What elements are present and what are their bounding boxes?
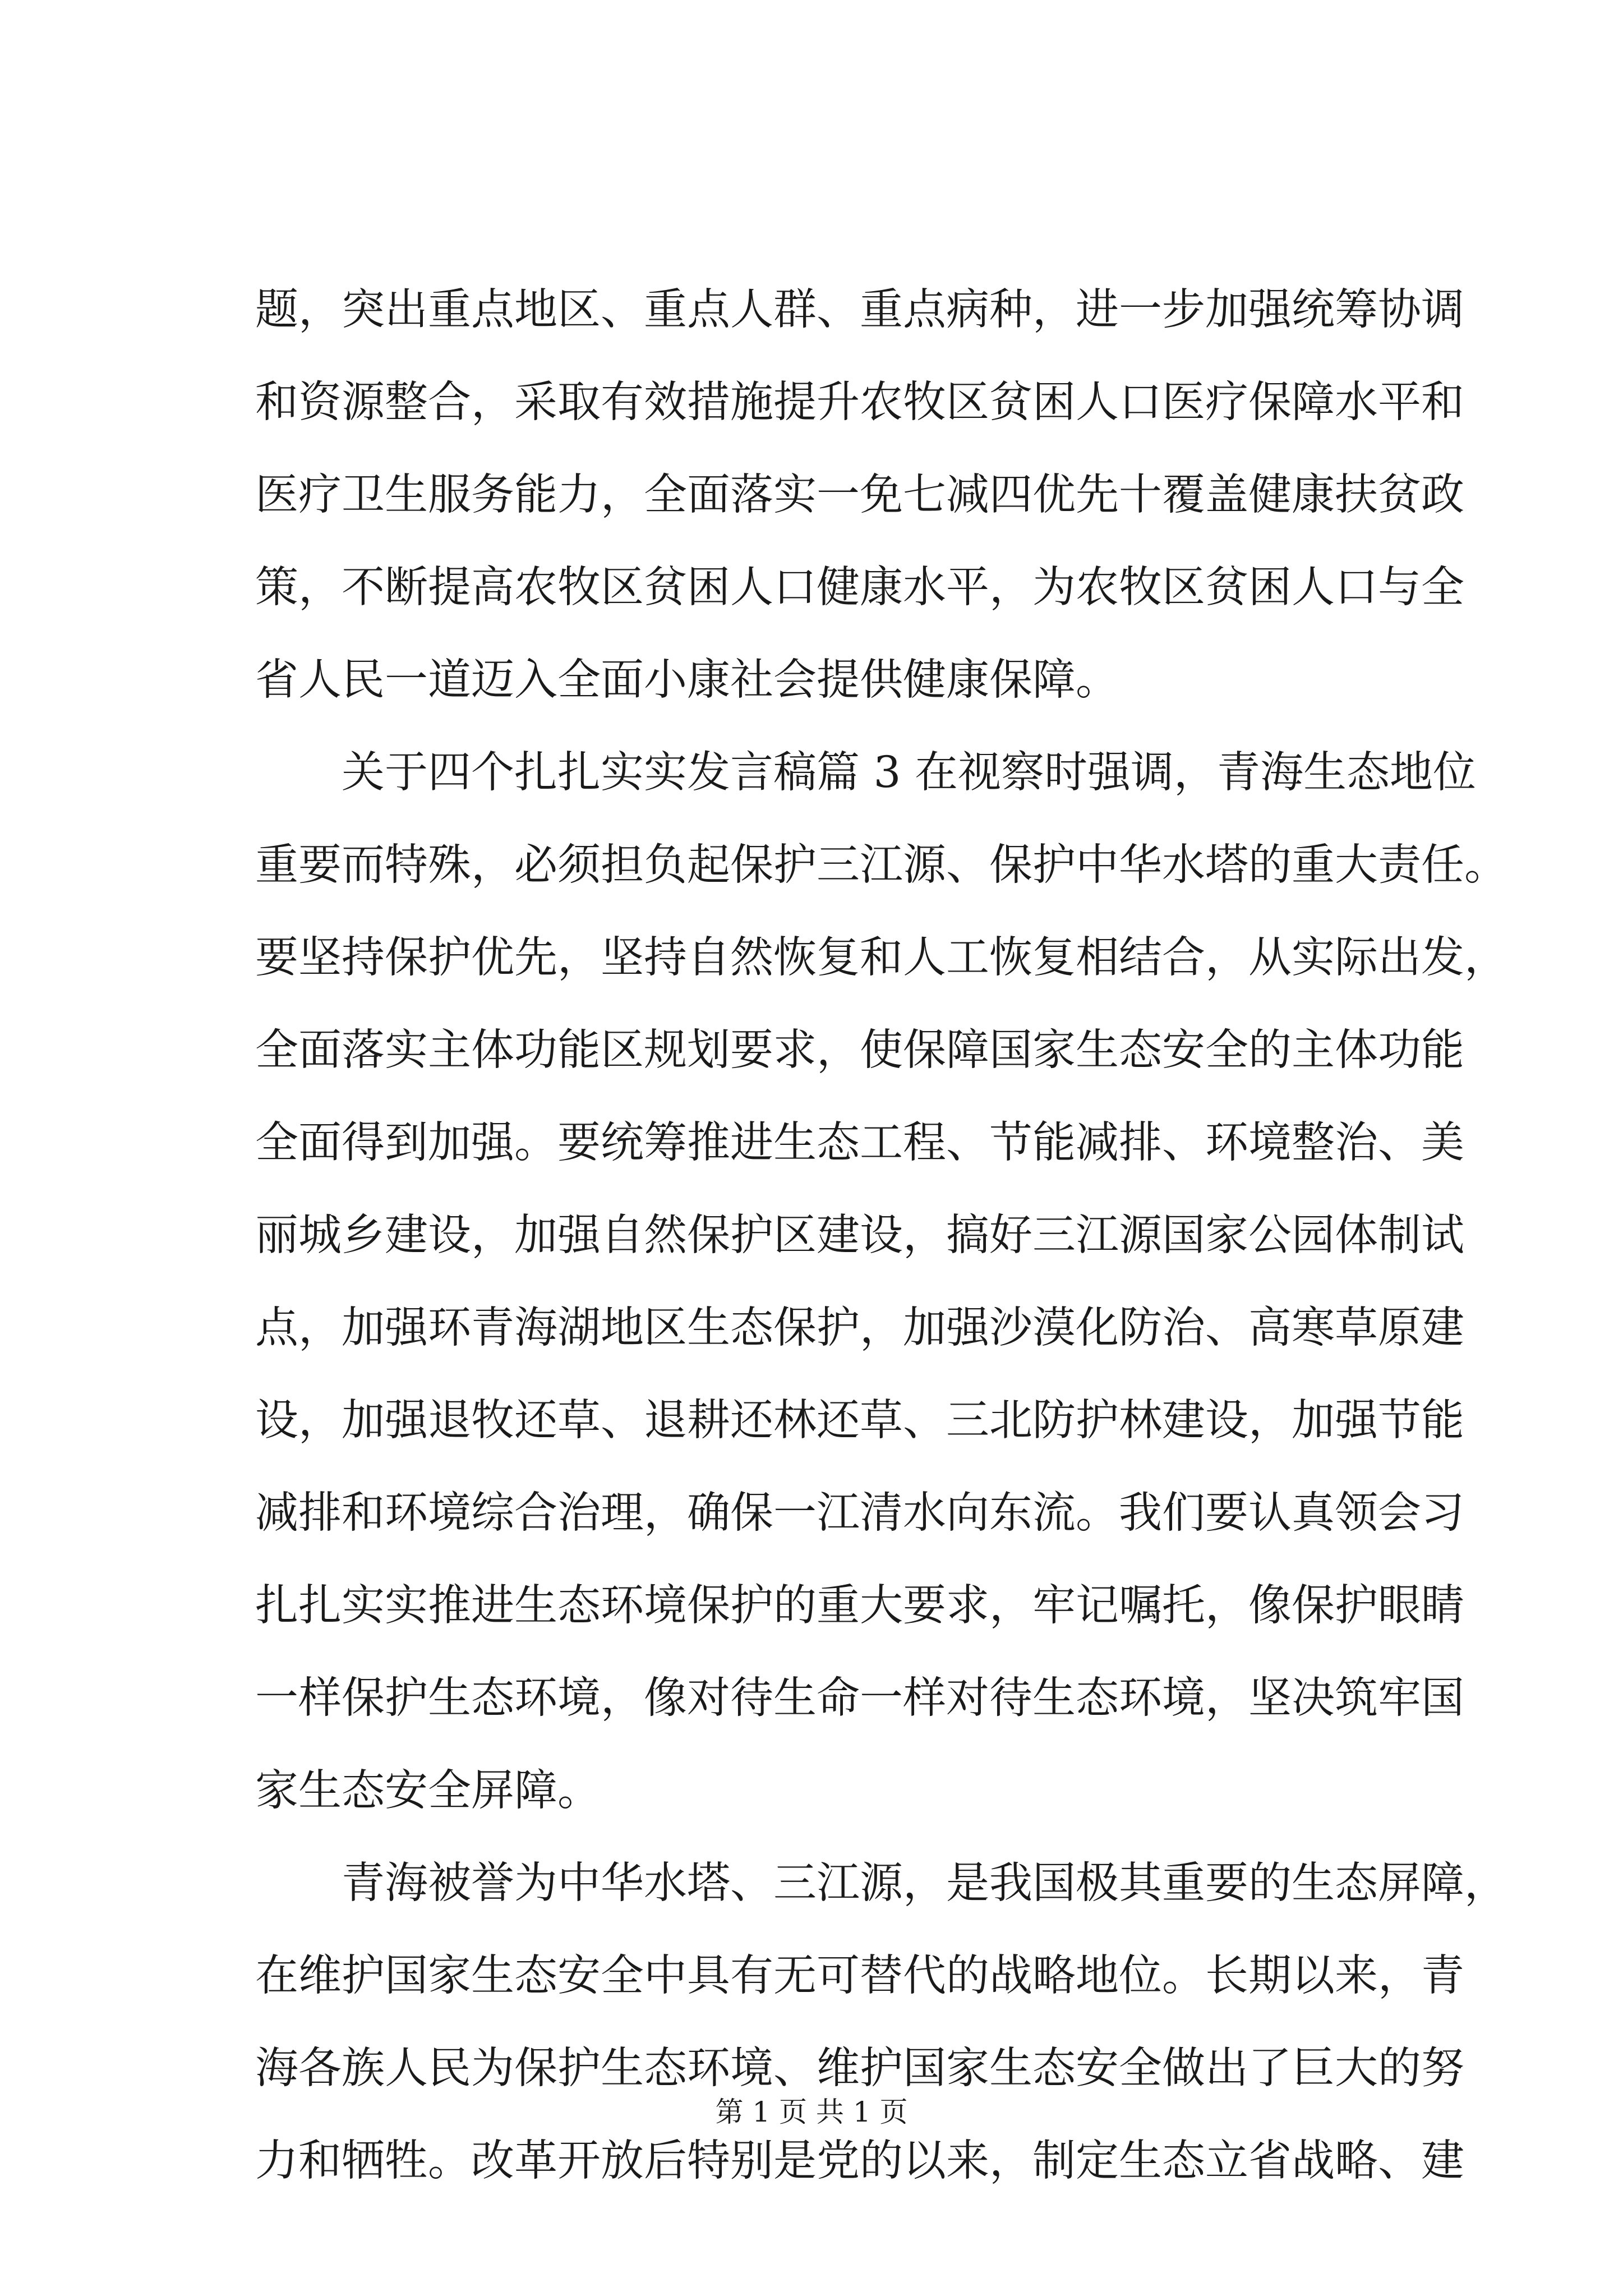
paragraph-line: 扎扎实实推进生态环境保护的重大要求，牢记嘱托，像保护眼睛 <box>255 1581 1464 1631</box>
paragraph-line: 青海被誉为中华水塔、三江源，是我国极其重要的生态屏障， <box>342 1858 1507 1908</box>
paragraph-line: 重要而特殊，必须担负起保护三江源、保护中华水塔的重大责任。 <box>255 840 1507 890</box>
page-footer: 第 1 页 共 1 页 <box>715 2096 908 2128</box>
paragraph-line: 力和牺牲。改革开放后特别是党的以来，制定生态立省战略、建 <box>255 2136 1464 2186</box>
paragraph-line: 医疗卫生服务能力，全面落实一免七减四优先十覆盖健康扶贫政 <box>255 470 1464 520</box>
paragraph <box>255 726 1507 1837</box>
paragraph <box>255 264 1464 726</box>
paragraph-line: 丽城乡建设，加强自然保护区建设，搞好三江源国家公园体制试 <box>255 1211 1464 1260</box>
paragraph-line: 海各族人民为保护生态环境、维护国家生态安全做出了巨大的努 <box>255 2044 1464 2093</box>
paragraph-line: 题，突出重点地区、重点人群、重点病种，进一步加强统筹协调 <box>255 285 1464 335</box>
paragraph-line: 全面落实主体功能区规划要求，使保障国家生态安全的主体功能 <box>255 1025 1464 1075</box>
paragraph-line: 设，加强退牧还草、退耕还林还草、三北防护林建设，加强节能 <box>255 1396 1464 1446</box>
paragraph <box>255 1837 1507 2207</box>
paragraph-line: 点，加强环青海湖地区生态保护，加强沙漠化防治、高寒草原建 <box>255 1303 1464 1353</box>
paragraph-line: 家生态安全屏障。 <box>255 1766 601 1816</box>
paragraph-line: 在维护国家生态安全中具有无可替代的战略地位。长期以来，青 <box>255 1951 1464 2001</box>
paragraph-line: 全面得到加强。要统筹推进生态工程、节能减排、环境整治、美 <box>255 1118 1464 1168</box>
paragraph-line: 策，不断提高农牧区贫困人口健康水平，为农牧区贫困人口与全 <box>255 563 1464 613</box>
paragraph-line: 和资源整合，采取有效措施提升农牧区贫困人口医疗保障水平和 <box>255 378 1464 427</box>
paragraph-line: 省人民一道迈入全面小康社会提供健康保障。 <box>255 655 1119 705</box>
document-body <box>255 264 1507 2207</box>
paragraph-line: 一样保护生态环境，像对待生命一样对待生态环境，坚决筑牢国 <box>255 1673 1464 1723</box>
paragraph-line: 减排和环境综合治理，确保一江清水向东流。我们要认真领会习 <box>255 1488 1464 1538</box>
paragraph-line: 关于四个扎扎实实发言稿篇 3 在视察时强调，青海生态地位 <box>342 748 1476 798</box>
paragraph-line: 要坚持保护优先，坚持自然恢复和人工恢复相结合，从实际出发， <box>255 933 1507 983</box>
